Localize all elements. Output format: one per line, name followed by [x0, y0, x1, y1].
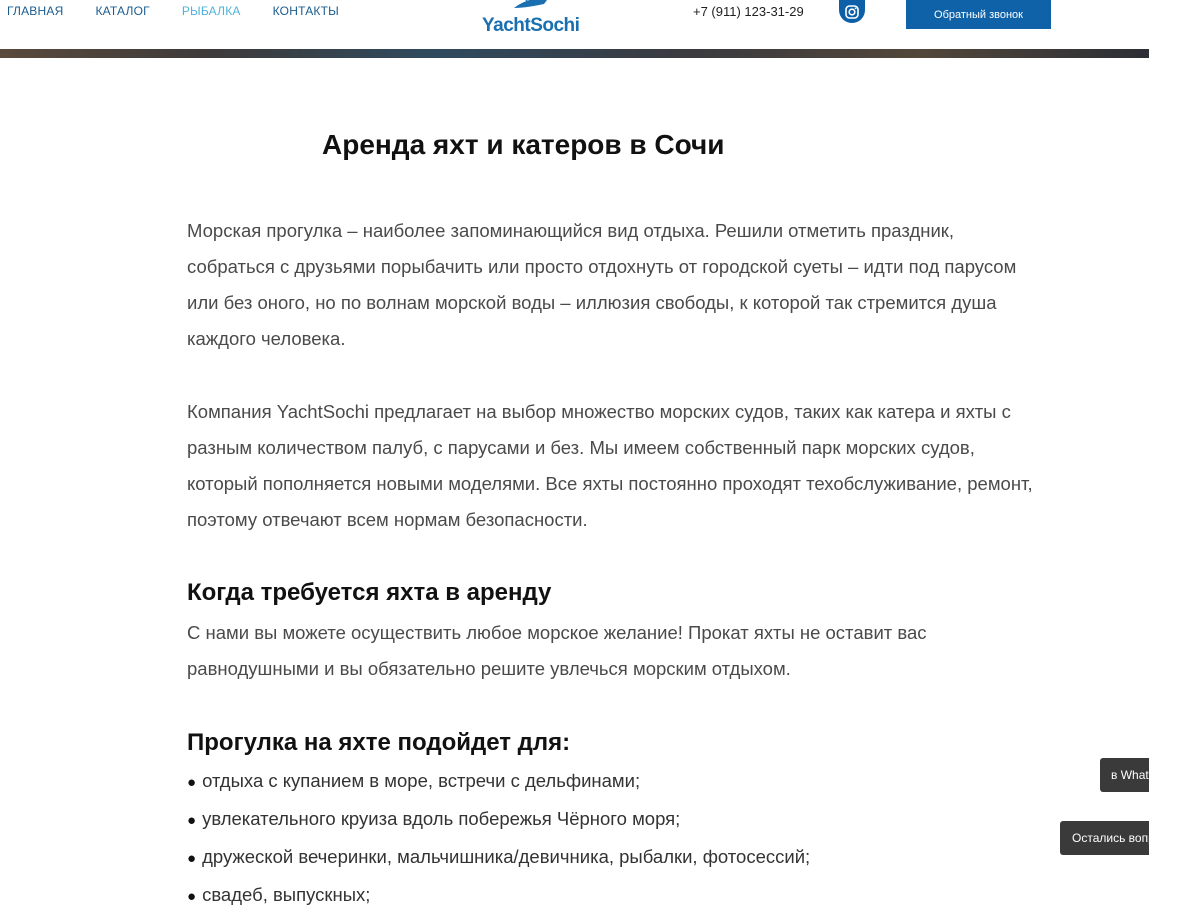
intro-paragraph: Морская прогулка – наиболее запоминающийся вид отдыха. Решили отметить праздник, собраться с друзьями порыбачить или просто отдохнуть от городской суеты – идти под парусом или без оного, но по волнам морской воды – иллюзия свободы, к которой так стремится душа каждого человека. — [187, 220, 1017, 349]
company-paragraph: Компания YachtSochi предлагает на выбор множество морских судов, таких как катера и яхты с разным количеством палуб, с парусами и без. Мы имеем собственный парк морских судов, который пополняется новыми моделями. Все яхты постоянно проходят техобслуживание, ремонт, поэтому отвечают всем нормам безопасности. — [187, 401, 1033, 530]
list-item: ● свадеб, выпускных; — [187, 877, 810, 915]
list-item: ● дружеской вечеринки, мальчишника/девичника, рыбалки, фотосессий; — [187, 839, 810, 877]
whatsapp-button[interactable] — [1100, 758, 1177, 792]
site-logo[interactable] — [480, 0, 580, 40]
nav-item-catalog[interactable]: КАТАЛОГ — [95, 4, 150, 18]
header-banner-strip — [0, 49, 1149, 58]
nav-item-fishing[interactable]: РЫБАЛКА — [181, 4, 241, 18]
page-title: Аренда яхт и катеров в Сочи — [322, 129, 725, 160]
list-item: ● отдыха с купанием в море, встречи с дельфинами; — [187, 763, 810, 801]
site-header — [0, 0, 1149, 50]
callback-button[interactable]: Обратный звонок — [906, 0, 1051, 29]
section-heading-rent: Когда требуется яхта в аренду — [187, 579, 552, 606]
section-heading-suitable: Прогулка на яхте подойдет для: — [187, 729, 571, 756]
whatsapp-label: в WhatsApp — [1111, 768, 1177, 782]
questions-label: Остались вопросы? — [1072, 831, 1183, 845]
questions-button[interactable] — [1060, 821, 1183, 855]
instagram-button[interactable] — [839, 0, 865, 23]
phone-number[interactable]: +7 (911) 123-31-29 — [693, 4, 804, 19]
instagram-icon — [845, 5, 859, 19]
nav-item-contacts[interactable]: КОНТАКТЫ — [272, 4, 339, 18]
section-text-rent: С нами вы можете осуществить любое морское желание! Прокат яхты не оставит вас равнодушными и вы обязательно решите увлечься морским отдыхом. — [187, 622, 927, 679]
nav-item-home[interactable]: ГЛАВНАЯ — [7, 4, 64, 18]
main-nav — [7, 4, 371, 18]
yacht-logo-icon — [510, 0, 554, 10]
logo-text: YachtSochi — [482, 15, 580, 36]
list-item: ● увлекательного круиза вдоль побережья Чёрного моря; — [187, 801, 810, 839]
suitable-list — [187, 763, 810, 915]
